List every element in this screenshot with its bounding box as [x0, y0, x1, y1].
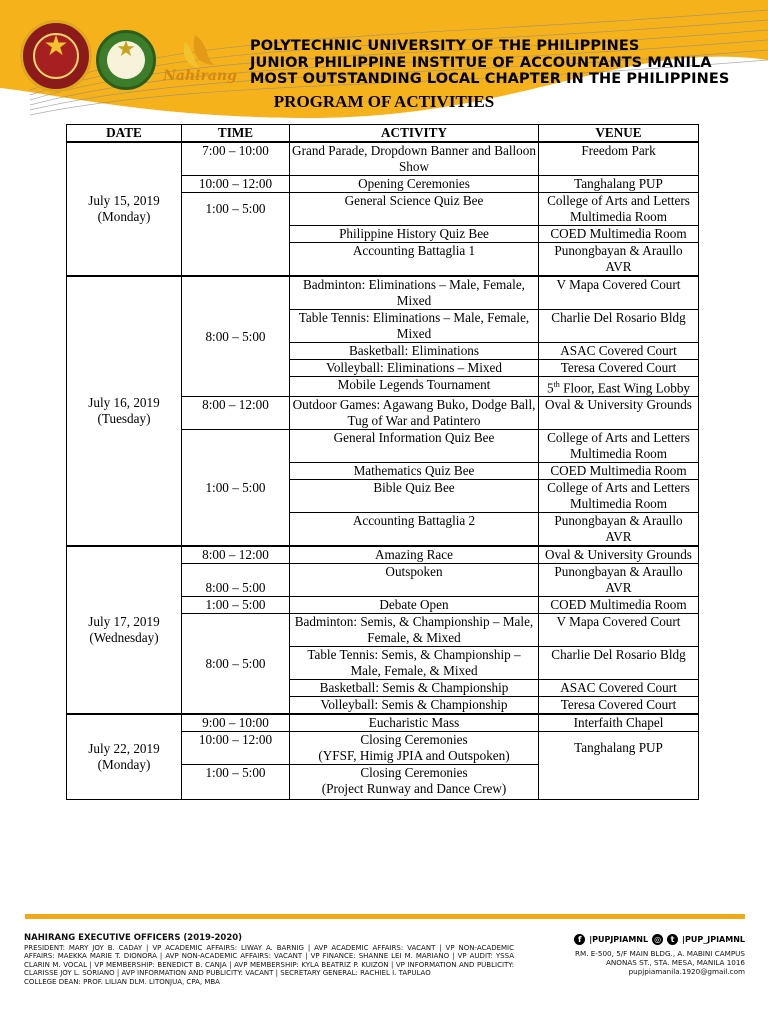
activity-cell: General Science Quiz Bee [290, 193, 539, 226]
activity-cell: Debate Open [290, 597, 539, 614]
venue-cell: Interfaith Chapel [539, 714, 699, 732]
activity-cell: Bible Quiz Bee [290, 480, 539, 513]
jpia-seal-logo [96, 30, 156, 90]
venue-cell: Teresa Covered Court [539, 697, 699, 715]
time-cell: 1:00 – 5:00 [182, 765, 290, 800]
table-header-row [67, 125, 699, 143]
time-cell: 1:00 – 5:00 [182, 430, 290, 547]
date-cell [67, 276, 182, 546]
venue-cell: COED Multimedia Room [539, 597, 699, 614]
venue-cell: College of Arts and Letters Multimedia Room [539, 193, 699, 226]
officers-list: PRESIDENT: MARY JOY B. CADAY | VP ACADEMIC AFFAIRS: LIWAY A. BARNIG | AVP ACADEMIC AFFAIRS: VACANT | VP NON-ACADEMIC AFFAIRS: MAEKKA MARIE T. DIONORA | AVP NON-ACADEMIC AFFAIRS: VACANT | VP FINANCE: SHANNE LEI M. MARIANO | VP AUDIT: YSSA CLARIN M. VOCAL | VP MEMBERSHIP: BENEDICT B. CANJA | AVP MEMBERSHIP: KYLA BEATRIZ P. KUIZON | VP INFORMATION AND PUBLICITY: CLARISSE JOY L. SORIANO | AVP INFORMATION AND PUBLICITY: VACANT | SECRETARY GENERAL: RACHIEL I. TAPULAO [24, 943, 514, 977]
activity-cell [290, 765, 539, 800]
date-cell [67, 546, 182, 714]
header-activity: ACTIVITY [290, 125, 539, 143]
date-text: July 17, 2019 [88, 614, 160, 630]
time-cell [182, 193, 290, 277]
table-row [67, 276, 699, 310]
day-text: (Wednesday) [89, 630, 159, 646]
time-cell: 1:00 – 5:00 [182, 597, 290, 614]
date-text: July 16, 2019 [88, 395, 160, 411]
nahirang-logo-text: Nahirang [163, 68, 237, 84]
organization-tagline: MOST OUTSTANDING LOCAL CHAPTER IN THE PHILIPPINES [250, 71, 730, 87]
footer-accent-bar [25, 914, 745, 919]
activity-subtext: (Project Runway and Dance Crew) [321, 781, 507, 797]
time-cell: 8:00 – 12:00 [182, 397, 290, 430]
venue-cell: COED Multimedia Room [539, 226, 699, 243]
time-cell: 8:00 – 5:00 [182, 276, 290, 397]
table-row [67, 546, 699, 564]
venue-floor-rest: Floor, East Wing Lobby [559, 380, 691, 396]
social-links [560, 934, 745, 945]
star-icon: ★ [43, 29, 69, 62]
venue-cell: Punongbayan & Araullo AVR [539, 513, 699, 547]
activity-cell: Eucharistic Mass [290, 714, 539, 732]
venue-cell [539, 377, 699, 397]
day-text: (Monday) [97, 209, 151, 224]
nahirang-logo [155, 30, 245, 90]
date-text: July 15, 2019 [88, 193, 160, 208]
activity-cell: Badminton: Semis, & Championship – Male, Female, & Mixed [290, 614, 539, 647]
pup-seal-logo [20, 20, 92, 92]
venue-floor-number: 5 [546, 380, 554, 396]
facebook-handle[interactable]: |PUPJPIAMNL [589, 935, 649, 944]
activity-cell: Opening Ceremonies [290, 176, 539, 193]
university-name: POLYTECHNIC UNIVERSITY OF THE PHILIPPINES [250, 38, 640, 54]
venue-cell: ASAC Covered Court [539, 680, 699, 697]
venue-cell: Freedom Park [539, 142, 699, 176]
email-address[interactable]: pupjpiamanila.1920@gmail.com [628, 967, 745, 976]
activity-cell: Basketball: Eliminations [290, 343, 539, 360]
facebook-icon[interactable]: f [574, 934, 585, 945]
time-cell: 10:00 – 12:00 [182, 176, 290, 193]
venue-cell: Tanghalang PUP [539, 176, 699, 193]
time-cell: 9:00 – 10:00 [182, 714, 290, 732]
time-cell: 7:00 – 10:00 [182, 142, 290, 176]
date-cell [67, 142, 182, 276]
venue-cell: Oval & University Grounds [539, 546, 699, 564]
college-dean: COLLEGE DEAN: PROF. LILIAN DLM. LITONJUA, CPA, MBA [24, 977, 220, 986]
venue-cell: Oval & University Grounds [539, 397, 699, 430]
day-text: (Monday) [97, 757, 151, 773]
venue-cell [539, 732, 699, 800]
venue-cell: V Mapa Covered Court [539, 276, 699, 310]
header-venue: VENUE [539, 125, 699, 143]
date-text: July 22, 2019 [88, 741, 160, 757]
venue-text: Tanghalang PUP [574, 740, 663, 756]
day-text: (Tuesday) [97, 411, 151, 427]
activity-cell: Accounting Battaglia 1 [290, 243, 539, 277]
venue-cell: Charlie Del Rosario Bldg [539, 647, 699, 680]
venue-cell: College of Arts and Letters Multimedia Room [539, 430, 699, 463]
date-cell [67, 714, 182, 800]
activity-cell: Outspoken [290, 564, 539, 597]
venue-cell: College of Arts and Letters Multimedia Room [539, 480, 699, 513]
activity-cell: Mathematics Quiz Bee [290, 463, 539, 480]
activity-subtext: (YFSF, Himig JPIA and Outspoken) [318, 748, 510, 764]
activity-cell: Amazing Race [290, 546, 539, 564]
activity-cell: Accounting Battaglia 2 [290, 513, 539, 547]
venue-cell: Punongbayan & Araullo AVR [539, 243, 699, 277]
activity-cell: Grand Parade, Dropdown Banner and Balloon Show [290, 142, 539, 176]
time-text: 1:00 – 5:00 [205, 201, 266, 216]
venue-cell: Charlie Del Rosario Bldg [539, 310, 699, 343]
venue-floor-suffix: th [553, 380, 560, 389]
venue-cell: Punongbayan & Araullo AVR [539, 564, 699, 597]
venue-cell: COED Multimedia Room [539, 463, 699, 480]
activity-cell: Mobile Legends Tournament [290, 377, 539, 397]
instagram-icon[interactable]: ◎ [652, 934, 663, 945]
activity-cell: Philippine History Quiz Bee [290, 226, 539, 243]
social-handle[interactable]: |PUP_JPIAMNL [682, 935, 745, 944]
time-cell: 8:00 – 12:00 [182, 546, 290, 564]
time-cell [182, 564, 290, 597]
page-title: PROGRAM OF ACTIVITIES [273, 92, 495, 111]
header-time: TIME [182, 125, 290, 143]
activity-cell: Table Tennis: Semis, & Championship – Male, Female, & Mixed [290, 647, 539, 680]
activity-cell: Volleyball: Eliminations – Mixed [290, 360, 539, 377]
officers-block [24, 934, 514, 986]
officers-title: NAHIRANG EXECUTIVE OFFICERS (2019-2020) [24, 933, 243, 943]
activity-cell: Table Tennis: Eliminations – Male, Female, Mixed [290, 310, 539, 343]
organization-name: JUNIOR PHILIPPINE INSTITUE OF ACCOUNTANTS MANILA [250, 55, 712, 71]
header-date: DATE [67, 125, 182, 143]
activity-text: Closing Ceremonies [360, 732, 468, 748]
program-table [66, 124, 699, 800]
activity-cell: Basketball: Semis & Championship [290, 680, 539, 697]
venue-cell: V Mapa Covered Court [539, 614, 699, 647]
activity-text: Closing Ceremonies [360, 765, 468, 781]
time-text: 8:00 – 5:00 [205, 580, 266, 596]
activity-cell: Badminton: Eliminations – Male, Female, Mixed [290, 276, 539, 310]
address-line-2: ANONAS ST., STA. MESA, MANILA 1016 [606, 958, 745, 967]
activity-cell: Outdoor Games: Agawang Buko, Dodge Ball, Tug of War and Patintero [290, 397, 539, 430]
venue-cell: Teresa Covered Court [539, 360, 699, 377]
activity-cell: General Information Quiz Bee [290, 430, 539, 463]
contact-block [560, 934, 745, 976]
twitter-icon[interactable]: t [667, 934, 678, 945]
table-row [67, 142, 699, 176]
time-cell: 8:00 – 5:00 [182, 614, 290, 715]
time-cell: 10:00 – 12:00 [182, 732, 290, 765]
table-row [67, 714, 699, 732]
activity-cell [290, 732, 539, 765]
address-line-1: RM. E-500, 5/F MAIN BLDG., A. MABINI CAMPUS [575, 949, 745, 958]
star-icon: ★ [116, 37, 136, 62]
activity-cell: Volleyball: Semis & Championship [290, 697, 539, 715]
venue-cell: ASAC Covered Court [539, 343, 699, 360]
